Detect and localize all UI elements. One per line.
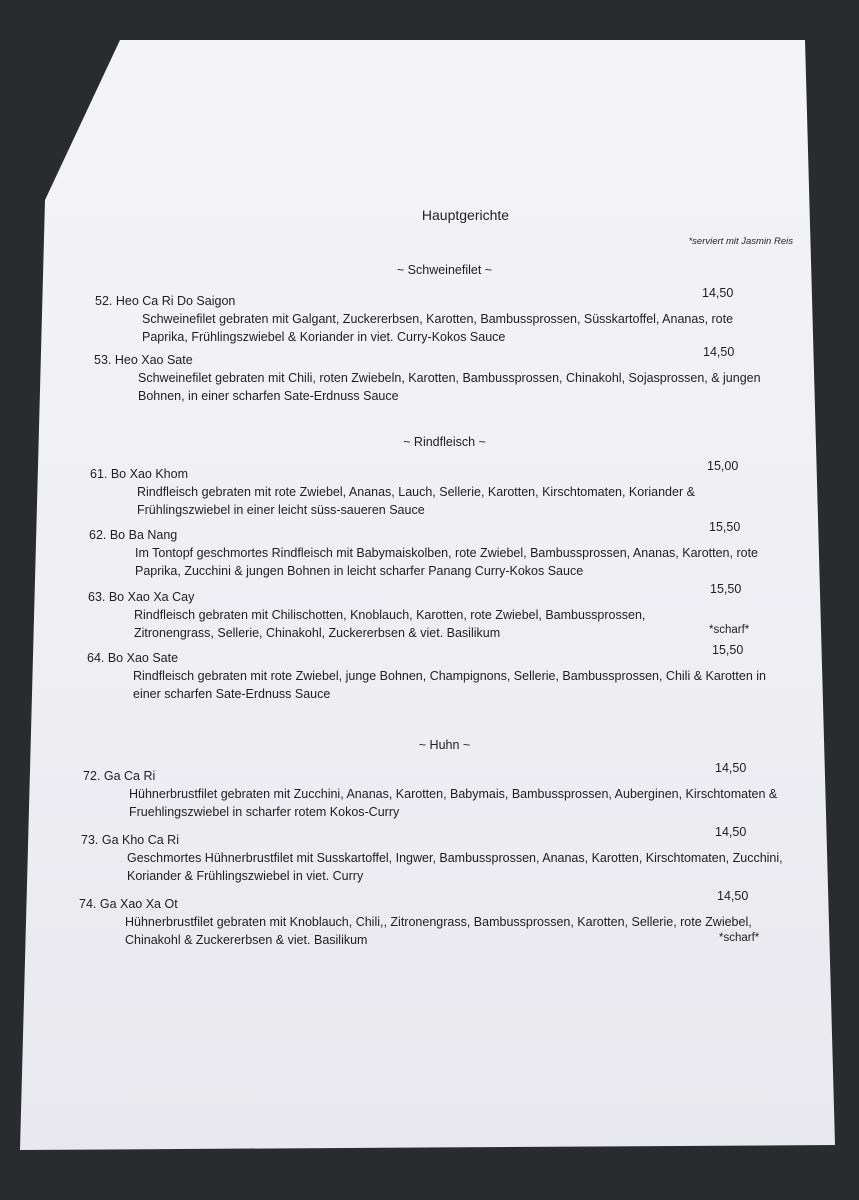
dish-name: 64. Bo Xao Sate — [87, 651, 179, 665]
dish-name: 52. Heo Ca Ri Do Saigon — [95, 294, 236, 308]
dish-description: Schweinefilet gebraten mit Galgant, Zuckererbsen, Karotten, Bambussprossen, Süsskartoffel, Ananas, rote Paprika, Frühlingszwiebel & Koriander in viet. Curry-Kokos Sauce — [142, 312, 734, 344]
dish-description: Schweinefilet gebraten mit Chili, roten Zwiebeln, Karotten, Bambussprossen, Chinakohl, Sojasprossen, & jungen Bohnen, in einer scharfen Sate-Erdnuss Sauce — [138, 371, 761, 403]
dish-price: 15,50 — [710, 582, 742, 596]
dish-name: 73. Ga Kho Ca Ri — [81, 833, 179, 847]
dish-price: 15,00 — [707, 459, 739, 473]
page-title: Hauptgerichte — [421, 207, 510, 223]
dish-name: 62. Bo Ba Nang — [89, 528, 178, 542]
dish-name: 63. Bo Xao Xa Cay — [88, 590, 195, 604]
dish-description: Rindfleisch gebraten mit rote Zwiebel, junge Bohnen, Champignons, Sellerie, Bambussprossen, Chili & Karotten in einer scharfen Sate-Erdnuss Sauce — [133, 669, 766, 701]
menu-item-74 — [79, 889, 779, 949]
dish-description: Rindfleisch gebraten mit Chilischotten, Knoblauch, Karotten, rote Zwiebel, Bambussprossen, Zitronengrass, Sellerie, Chinakohl, Zuckererbsen & viet. Basilikum — [134, 608, 646, 640]
dish-name: 74. Ga Xao Xa Ot — [79, 897, 178, 911]
dish-description: Rindfleisch gebraten mit rote Zwiebel, Ananas, Lauch, Sellerie, Karotten, Kirschtomaten, Koriander & Frühlingszwiebel in einer leicht süss-saueren Sauce — [137, 485, 695, 517]
dish-description: Geschmortes Hühnerbrustfilet mit Susskartoffel, Ingwer, Bambussprossen, Ananas, Karotten, Kirschtomaten, Zucchini, Koriander & Frühlingszwiebel in viet. Curry — [127, 851, 783, 883]
menu-item-73 — [81, 825, 801, 885]
dish-price: 14,50 — [715, 825, 747, 839]
section-heading-schweinefilet: ~ Schweinefilet ~ — [396, 263, 493, 277]
menu-item-52 — [95, 286, 765, 346]
dish-price: 14,50 — [715, 761, 747, 775]
spicy-tag: *scharf* — [719, 932, 760, 944]
dish-price: 14,50 — [702, 286, 734, 300]
menu-item-61 — [90, 459, 740, 519]
dish-price: 14,50 — [717, 889, 749, 903]
menu-item-64 — [87, 643, 767, 703]
spicy-tag: *scharf* — [709, 624, 750, 636]
dish-description: Im Tontopf geschmortes Rindfleisch mit Babymaiskolben, rote Zwiebel, Bambussprossen, Ananas, Karotten, rote Paprika, Zucchini & jungen Bohnen in leicht scharfer Panang Curry-Kokos Sauce — [135, 546, 758, 578]
dish-price: 14,50 — [703, 345, 735, 359]
dish-price: 15,50 — [709, 520, 741, 534]
section-heading-huhn: ~ Huhn ~ — [418, 738, 471, 752]
dish-description: Hühnerbrustfilet gebraten mit Zucchini, Ananas, Karotten, Babymais, Bambussprossen, Auberginen, Kirschtomaten & Fruehlingszwiebel in scharfer rotem Kokos-Curry — [129, 787, 778, 819]
rice-note: *serviert mit Jasmin Reis — [688, 236, 793, 247]
dish-name: 61. Bo Xao Khom — [90, 467, 188, 481]
menu-item-63 — [88, 582, 778, 642]
dish-name: 72. Ga Ca Ri — [83, 769, 156, 783]
dish-description: Hühnerbrustfilet gebraten mit Knoblauch, Chili,, Zitronengrass, Bambussprossen, Karotten, Sellerie, rote Zwiebel, Chinakohl & Zuckererbsen & viet. Basilikum — [125, 915, 752, 947]
menu-item-62 — [89, 520, 789, 580]
menu-item-72 — [83, 761, 783, 821]
menu-item-53 — [94, 345, 764, 405]
section-heading-rindfleisch: ~ Rindfleisch ~ — [403, 435, 486, 449]
dish-price: 15,50 — [712, 643, 744, 657]
dish-name: 53. Heo Xao Sate — [94, 353, 193, 367]
